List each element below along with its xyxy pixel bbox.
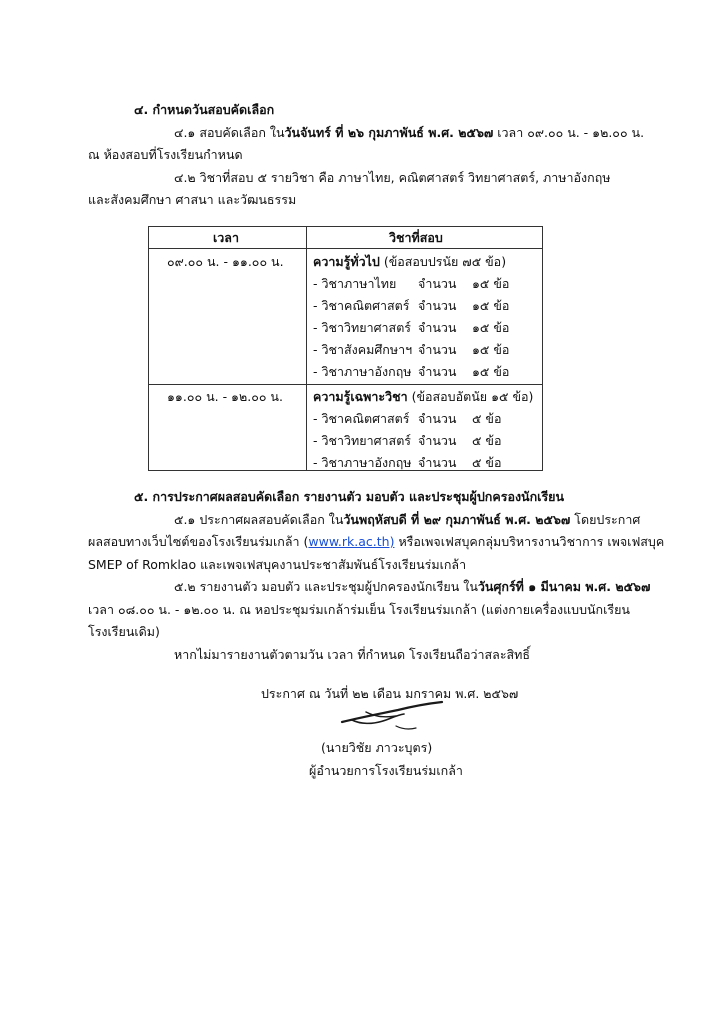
subject-name: - วิชาภาษาไทย (313, 276, 397, 291)
subject-name: - วิชาคณิตศาสตร์ (313, 298, 410, 313)
section5-item1-line2-suffix: หรือเพจเฟสบุคกลุ่มบริหารงานวิชาการ เพจเฟสบุค (394, 534, 665, 549)
school-website-link[interactable]: www.rk.ac.th) (308, 534, 395, 549)
section5-item1-line2 (88, 533, 664, 551)
session2-note: (ข้อสอบอัตนัย ๑๕ ข้อ) (407, 389, 534, 404)
subject-count-label: จำนวน (418, 298, 457, 313)
session1-note: (ข้อสอบปรนัย ๗๕ ข้อ) (379, 254, 507, 269)
signer-name: (นายวิชัย ภาวะบุตร) (321, 740, 433, 755)
subject-count: ๕ ข้อ (472, 411, 502, 426)
list-item (313, 454, 502, 472)
subject-count-label: จำนวน (418, 320, 457, 335)
section5-item2-line3: โรงเรียนเดิม) (88, 624, 160, 639)
section4-item1-suffix: เวลา ๐๙.๐๐ น. - ๑๒.๐๐ น. (493, 125, 645, 140)
subject-count: ๑๕ ข้อ (472, 276, 510, 291)
section4-item2-line2: และสังคมศึกษา ศาสนา และวัฒนธรรม (88, 192, 297, 207)
subject-count: ๑๕ ข้อ (472, 298, 510, 313)
table-header-divider (149, 248, 542, 249)
signature-image (338, 696, 448, 736)
subject-count: ๑๕ ข้อ (472, 342, 510, 357)
signer-title: ผู้อำนวยการโรงเรียนร่มเกล้า (309, 763, 463, 778)
table-header-time: เวลา (213, 230, 239, 245)
session2-title: ความรู้เฉพาะวิชา (313, 389, 408, 404)
list-item (313, 410, 502, 428)
section5-item1-suffix: โดยประกาศ (570, 512, 641, 527)
section5-item1-prefix: ๕.๑ ประกาศผลสอบคัดเลือก ใน (174, 512, 344, 527)
section4-item1-line2: ณ ห้องสอบที่โรงเรียนกำหนด (88, 147, 243, 162)
forfeit-warning: หากไม่มารายงานตัวตามวัน เวลา ที่กำหนด โรงเรียนถือว่าสละสิทธิ์ (174, 647, 531, 662)
subject-name: - วิชาคณิตศาสตร์ (313, 411, 410, 426)
section4-item2-line1: ๔.๒ วิชาที่สอบ ๕ รายวิชา คือ ภาษาไทย, คณิตศาสตร์ วิทยาศาสตร์, ภาษาอังกฤษ (174, 170, 611, 185)
session1-header (313, 253, 506, 271)
section4-item1 (174, 124, 644, 142)
subject-count: ๕ ข้อ (472, 455, 502, 470)
table-row-divider (149, 384, 542, 385)
section5-item2-date: วันศุกร์ที่ ๑ มีนาคม พ.ศ. ๒๕๖๗ (477, 579, 651, 594)
subject-count-label: จำนวน (418, 455, 457, 470)
table-column-divider (306, 227, 307, 470)
subject-count-label: จำนวน (418, 342, 457, 357)
section5-item2-prefix: ๕.๒ รายงานตัว มอบตัว และประชุมผู้ปกครองนักเรียน ใน (174, 579, 478, 594)
list-item (313, 319, 509, 337)
section5-item2 (174, 578, 650, 596)
section5-item2-line2: เวลา ๐๘.๐๐ น. - ๑๒.๐๐ น. ณ หอประชุมร่มเกล้าร่มเย็น โรงเรียนร่มเกล้า (แต่งกายเครื่องแบบนักเรียน (88, 602, 630, 617)
list-item (313, 341, 509, 359)
section5-item1-date: วันพฤหัสบดี ที่ ๒๙ กุมภาพันธ์ พ.ศ. ๒๕๖๗ (343, 512, 571, 527)
list-item (313, 275, 509, 293)
section5-item1-line3: SMEP of Romklao และเพจเฟสบุคงานประชาสัมพันธ์โรงเรียนร่มเกล้า (88, 557, 467, 572)
subject-count: ๑๕ ข้อ (472, 320, 510, 335)
section4-item1-date: วันจันทร์ ที่ ๒๖ กุมภาพันธ์ พ.ศ. ๒๕๖๗ (284, 125, 494, 140)
list-item (313, 363, 509, 381)
section4-item1-prefix: ๔.๑ สอบคัดเลือก ใน (174, 125, 285, 140)
session1-title: ความรู้ทั่วไป (313, 254, 380, 269)
subject-count: ๕ ข้อ (472, 433, 502, 448)
section4-heading: ๔. กำหนดวันสอบคัดเลือก (134, 102, 275, 117)
section5-heading: ๕. การประกาศผลสอบคัดเลือก รายงานตัว มอบตัว และประชุมผู้ปกครองนักเรียน (134, 489, 565, 504)
table-header-subject: วิชาที่สอบ (389, 230, 443, 245)
subject-count: ๑๕ ข้อ (472, 364, 510, 379)
subject-count-label: จำนวน (418, 433, 457, 448)
subject-name: - วิชาภาษาอังกฤษ (313, 364, 412, 379)
section5-item1 (174, 511, 640, 529)
list-item (313, 297, 509, 315)
section5-item1-line2-prefix: ผลสอบทางเว็บไซต์ของโรงเรียนร่มเกล้า ( (88, 534, 309, 549)
session2-header (313, 388, 533, 406)
subject-count-label: จำนวน (418, 411, 457, 426)
list-item (313, 432, 502, 450)
subject-name: - วิชาสังคมศึกษาฯ (313, 342, 413, 357)
announcement-date: ประกาศ ณ วันที่ ๒๒ เดือน มกราคม พ.ศ. ๒๕๖๗ (261, 686, 519, 701)
subject-name: - วิชาวิทยาศาสตร์ (313, 433, 412, 448)
session2-time: ๑๑.๐๐ น. - ๑๒.๐๐ น. (167, 389, 283, 404)
exam-schedule-table (148, 226, 543, 471)
subject-count-label: จำนวน (418, 276, 457, 291)
session1-time: ๐๙.๐๐ น. - ๑๑.๐๐ น. (167, 254, 284, 269)
subject-name: - วิชาภาษาอังกฤษ (313, 455, 412, 470)
subject-name: - วิชาวิทยาศาสตร์ (313, 320, 412, 335)
subject-count-label: จำนวน (418, 364, 457, 379)
